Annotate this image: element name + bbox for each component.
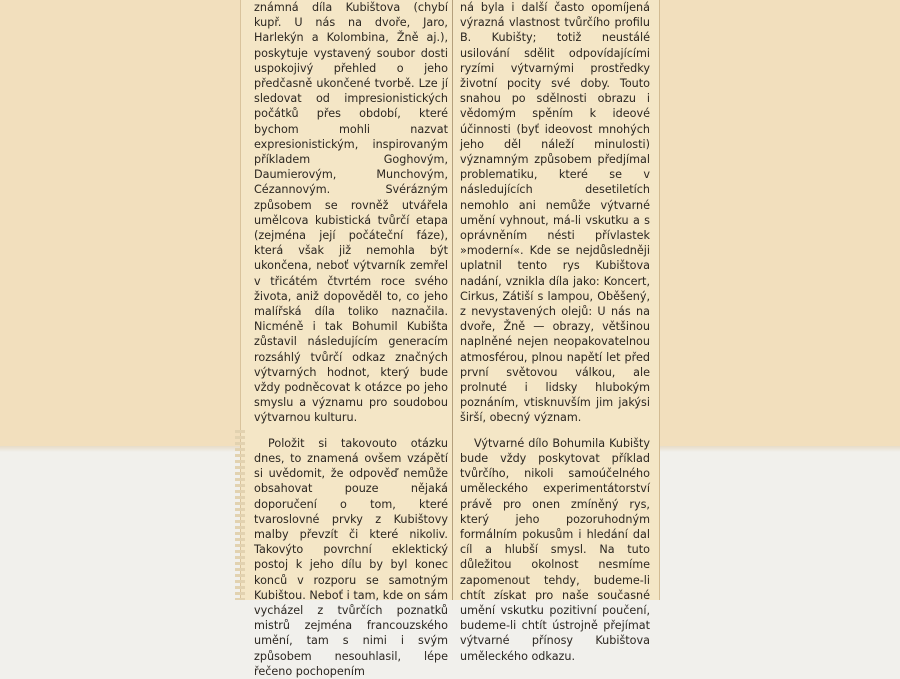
article-left-column bbox=[254, 0, 448, 678]
paragraph-right-2: Výtvarné dílo Bohumila Kubišty bude vždy poskytovat příklad tvůrčího, nikoli samoúčelného uměleckého experimentátorství právě pro onen zmíněný rys, který jeho pozoruhodným formálním pokusům i hledání dal cíl a hlubší smysl. Na tuto důležitou okolnost nesmíme zapomenout tehdy, budeme-li chtít získat pro naše současné umění vskutku pozitivní poučení, budeme-li chtít ústrojně přejímat výtvarné přínosy Kubištova uměleckého odkazu. bbox=[460, 436, 650, 663]
paragraph-right-1: ná byla i další často opomíjená výrazná vlastnost tvůrčího profilu B. Kubišty; totiž neustálé usilování sdělit odpovídajícími ryzími výtvarnými prostředky životní pocity své doby. Touto snahou po sdělnosti obrazu i vědomým spěním k ideové účinnosti (byť ideovost mnohých jeho děl náleží minulosti) významným způsobem předjímal problematiku, které se v následujících desetiletích nemohlo ani nemůže výtvarné umění vyhnout, má-li vskutku a s oprávněním nésti přívlastek »moderní«. Kde se nejdůsledněji uplatnil tento rys Kubištova nadání, vznikla díla jako: Koncert, Cirkus, Zátiší s lampou, Oběšený, z nevystavených olejů: U nás na dvoře, Žně — obrazy, většinou naplněné nejen neopakovatelnou atmosférou, plnou napětí let před první světovou válkou, ale prolnuté i lidsky hlubokým poznáním, vtisknuvším jim jakýsi širší, obecný význam. bbox=[460, 1, 650, 425]
article-right-column bbox=[460, 0, 650, 663]
paragraph-left-1: známná díla Kubištova (chybí kupř. U nás na dvoře, Jaro, Harlekýn a Kolombina, Žně aj.), poskytuje vystavený soubor dosti uspokojivý přehled o jeho předčasně ukončené tvorbě. Lze jí sledovat od impresionistických počátků přes období, které bychom mohli nazvat expresionistickým, inspirovaným příkladem Goghovým, Daumierovým, Munchovým, Cézannovým. Svérázným způsobem se rovněž utvářela umělcova kubistická tvůrčí etapa (zejména její počáteční fáze), která však již nemohla být ukončena, neboť výtvarník zemřel v třicátém čtvrtém roce svého života, aniž dopověděl to, co jeho malířská díla toliko naznačila. Nicméně i tak Bohumil Kubišta zůstavil následujícím generacím rozsáhlý tvůrčí odkaz značných výtvarných hodnot, který bude vždy podněcovat k otázce po jeho smyslu a významu pro soudobou výtvarnou kulturu. bbox=[254, 1, 448, 425]
paragraph-left-2: Položit si takovouto otázku dnes, to znamená ovšem vzápětí si uvědomit, že odpověď nemůže obsahovat pouze nějaká doporučení o tom, které tvaroslovné prvky z Kubištovy malby převzít či které nikoliv. Takovýto povrchní eklektický postoj k jeho dílu by byl konec konců v rozporu se samotným Kubištou. Neboť i tam, kde on sám vycházel z tvůrčích poznatků mistrů zejména francouzského umění, tam s nimi i svým způsobem nesouhlasil, lépe řečeno pochopením bbox=[254, 436, 448, 678]
torn-edge bbox=[235, 430, 245, 600]
column-divider bbox=[452, 0, 453, 600]
